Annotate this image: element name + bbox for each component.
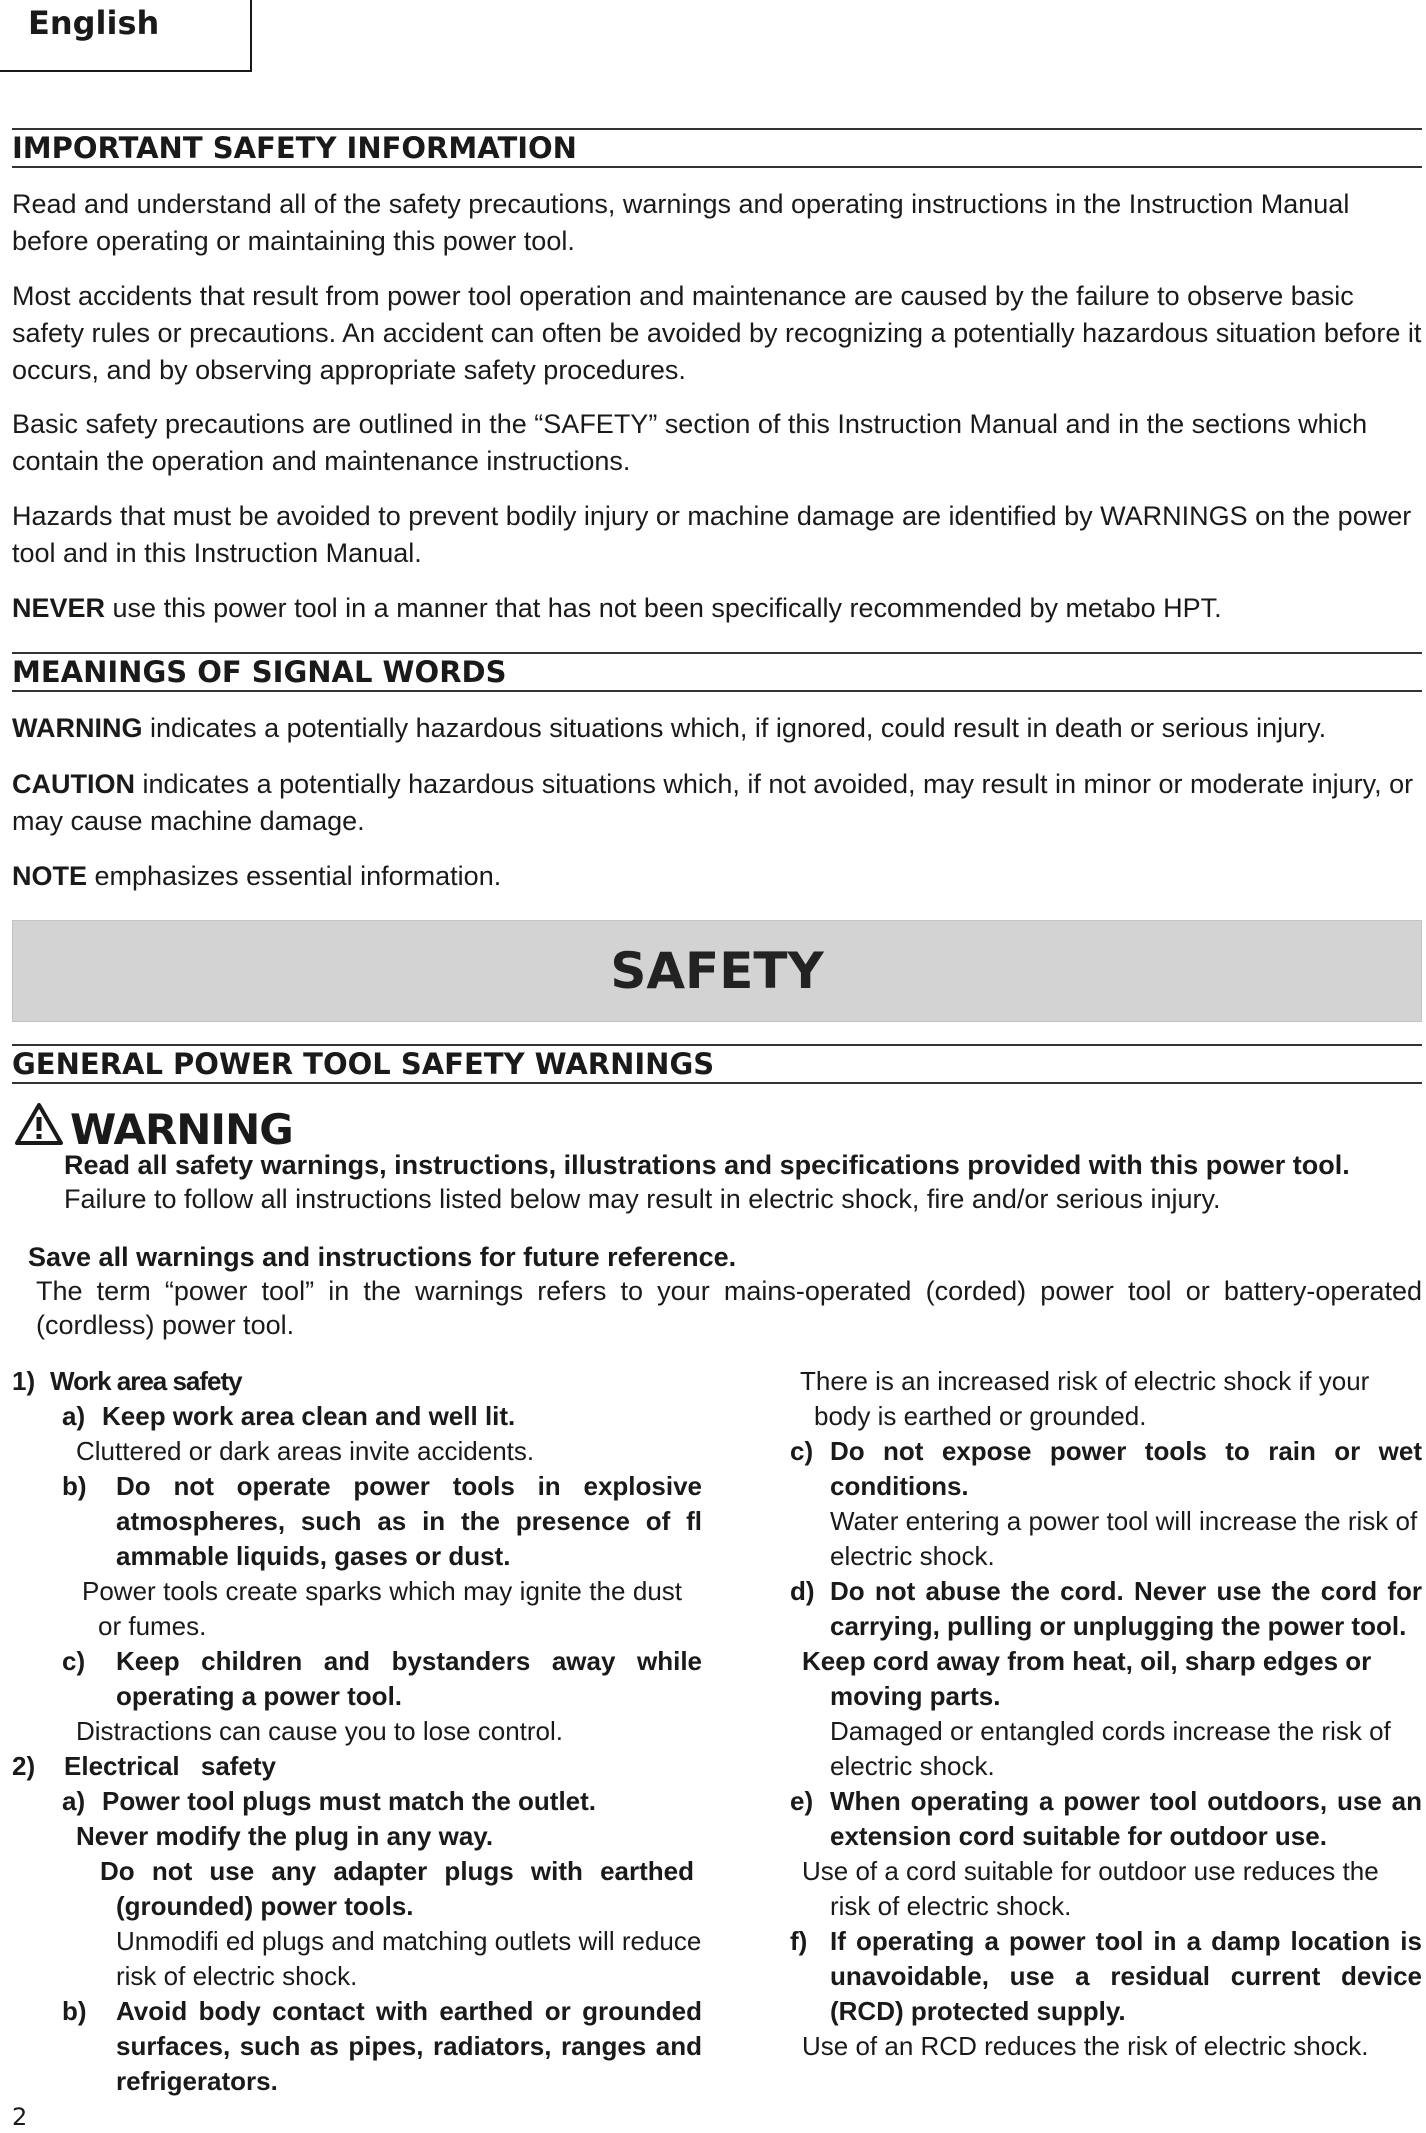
read-all-warnings: Read all safety warnings, instructions, illustrations and specifications provided with this power tool.	[64, 1150, 1350, 1180]
item-explanation: Water entering a power tool will increase the risk of electric shock.	[830, 1506, 1418, 1571]
list-item	[790, 1784, 1422, 1854]
item-explanation: Use of an RCD reduces the risk of electric shock.	[802, 2031, 1369, 2061]
item-explanation: Unmodifi ed plugs and matching outlets will reduce risk of electric shock.	[116, 1926, 702, 1991]
list-item	[12, 1644, 702, 1714]
never-text: use this power tool in a manner that has not been specifically recommended by metabo HPT.	[105, 593, 1222, 623]
warning-triangle-icon	[14, 1102, 64, 1156]
item-bold-text: Do not abuse the cord. Never use the cord for carrying, pulling or unplugging the power tool.	[830, 1576, 1422, 1641]
section-heading-signal-words: MEANINGS OF SIGNAL WORDS	[12, 652, 1422, 692]
caution-signal-text: indicates a potentially hazardous situations which, if not avoided, may result in minor or moderate injury, or may cause machine damage.	[12, 769, 1414, 836]
page-number: 2	[12, 2103, 28, 2131]
item-explanation: Cluttered or dark areas invite accidents.	[76, 1436, 535, 1466]
item-explanation: Damaged or entangled cords increase the risk of electric shock.	[830, 1716, 1391, 1781]
item-bold-text: Do not operate power tools in explosive atmospheres, such as in the presence of fl ammable liquids, gases or dust.	[116, 1471, 702, 1571]
item-label: c)	[62, 1646, 86, 1676]
save-all-warnings: Save all warnings and instructions for future reference.	[28, 1242, 737, 1272]
list-item	[12, 1994, 702, 2099]
item-bold-text: Power tool plugs must match the outlet.	[102, 1786, 597, 1816]
paragraph-read-understand: Read and understand all of the safety precautions, warnings and operating instructions in the Instruction Manual before operating or maintaining this power tool.	[12, 189, 1350, 256]
warning-signal-label: WARNING	[12, 713, 143, 743]
item-bold-text: If operating a power tool in a damp location is unavoidable, use a residual current device (RCD) protected supply.	[830, 1926, 1422, 2026]
subsection-title: Electrical safety	[64, 1751, 277, 1781]
subsection-title: Work area safety	[50, 1366, 242, 1396]
item-bold-text-2: Never modify the plug in any way.	[76, 1821, 494, 1851]
list-item	[790, 1434, 1422, 1504]
item-label: c)	[790, 1436, 814, 1466]
paragraph-caution-meaning	[12, 766, 1422, 840]
item-bold-text: Keep children and bystanders away while operating a power tool.	[116, 1646, 702, 1711]
paragraph-hazards: Hazards that must be avoided to prevent bodily injury or machine damage are identified by WARNINGS on the power tool and in this Instruction Manual.	[12, 501, 1412, 568]
item-label: a)	[62, 1401, 86, 1431]
warning-title-text: WARNING	[70, 1104, 293, 1154]
item-bold-text: Keep work area clean and well lit.	[102, 1401, 516, 1431]
paragraph-most-accidents: Most accidents that result from power tool operation and maintenance are caused by the failure to observe basic safety rules or precautions. An accident can often be avoided by recognizing a potentially hazardous situation before it occurs, and by observing appropriate safety procedures.	[12, 281, 1422, 385]
caution-signal-label: CAUTION	[12, 769, 135, 799]
list-item	[12, 1784, 702, 1819]
item-label: d)	[790, 1576, 815, 1606]
failure-to-follow: Failure to follow all instructions listed below may result in electric shock, fire and/or serious injury.	[64, 1184, 1221, 1214]
list-item	[12, 1399, 702, 1434]
subsection-number: 2)	[12, 1751, 36, 1781]
paragraph-note-meaning	[12, 858, 1422, 895]
section-heading-general-warnings: GENERAL POWER TOOL SAFETY WARNINGS	[12, 1044, 1422, 1084]
paragraph-save-all	[28, 1240, 1422, 1342]
right-column	[790, 1364, 1422, 2064]
item-bold-text-3: Do not use any adapter plugs with earthed (grounded) power tools.	[100, 1856, 694, 1921]
paragraph-never	[12, 590, 1422, 627]
item-label: b)	[62, 1471, 87, 1501]
left-column	[12, 1364, 702, 2099]
term-power-tool: The term “power tool” in the warnings refers to your mains-operated (corded) power tool or battery-operated (cordless) power tool.	[36, 1276, 1422, 1340]
list-item	[790, 1924, 1422, 2029]
item-bold-text-2: Keep cord away from heat, oil, sharp edges or moving parts.	[802, 1646, 1372, 1711]
item-label: e)	[790, 1786, 814, 1816]
item-explanation: Use of a cord suitable for outdoor use reduces the risk of electric shock.	[802, 1856, 1379, 1921]
item-explanation: Distractions can cause you to lose control.	[76, 1716, 564, 1746]
note-signal-text: emphasizes essential information.	[87, 861, 502, 891]
item-label: f)	[790, 1926, 808, 1956]
paragraph-warning-meaning	[12, 710, 1422, 747]
list-item	[790, 1574, 1422, 1644]
subsection-work-area	[12, 1364, 702, 1399]
subsection-electrical	[12, 1749, 702, 1784]
warning-signal-text: indicates a potentially hazardous situations which, if ignored, could result in death or serious injury.	[142, 713, 1327, 743]
language-tab: English	[0, 0, 252, 72]
item-bold-text: When operating a power tool outdoors, use an extension cord suitable for outdoor use.	[830, 1786, 1422, 1851]
section-heading-important-safety: IMPORTANT SAFETY INFORMATION	[12, 128, 1422, 168]
item-explanation: There is an increased risk of electric shock if your body is earthed or grounded.	[800, 1366, 1370, 1431]
paragraph-basic-precautions: Basic safety precautions are outlined in the “SAFETY” section of this Instruction Manual and in the sections which contain the operation and maintenance instructions.	[12, 409, 1368, 476]
item-explanation: Power tools create sparks which may ignite the dust or fumes.	[82, 1576, 682, 1641]
item-bold-text: Avoid body contact with earthed or grounded surfaces, such as pipes, radiators, ranges and refrigerators.	[116, 1996, 702, 2096]
item-label: a)	[62, 1786, 86, 1816]
never-label: NEVER	[12, 593, 106, 623]
item-label: b)	[62, 1996, 87, 2026]
paragraph-read-all	[64, 1148, 1422, 1216]
subsection-number: 1)	[12, 1366, 36, 1396]
item-bold-text: Do not expose power tools to rain or wet conditions.	[830, 1436, 1422, 1501]
note-signal-label: NOTE	[12, 861, 88, 891]
safety-banner: SAFETY	[12, 920, 1422, 1022]
list-item	[12, 1469, 702, 1574]
